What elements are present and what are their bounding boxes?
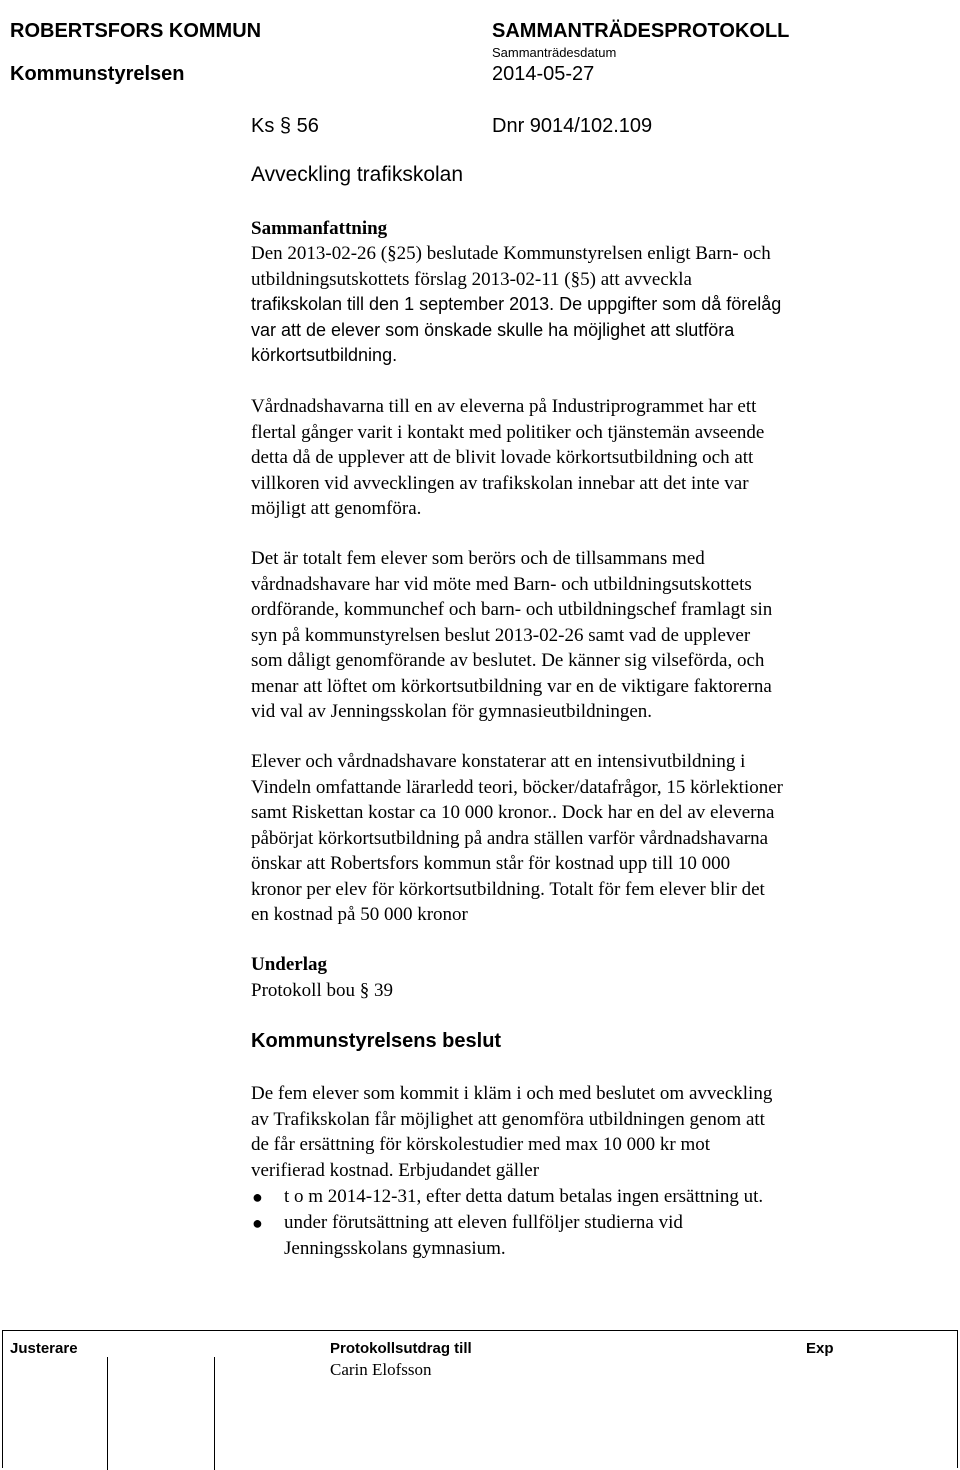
protocol-extract-recipient: Carin Elofsson [330, 1360, 432, 1379]
decision-line: av Trafikskolan får möjlighet att genomföra utbildningen genom att [251, 1108, 765, 1130]
decision-line: De fem elever som kommit i kläm i och med beslutet om avveckling [251, 1083, 773, 1104]
paragraph-line: påbörjat körkortsutbildning på andra ställen varför vårdnadshavarna [251, 827, 769, 849]
decision-conditions-list [251, 1184, 763, 1262]
underlag-text: Protokoll bou § 39 [251, 980, 393, 1001]
paragraph-line: ordförande, kommunchef och barn- och utbildningschef framlagt sin [251, 599, 773, 620]
justerare-label: Justerare [10, 1340, 78, 1357]
decision-line: verifierad kostnad. Erbjudandet gäller [251, 1159, 540, 1181]
board-name: Kommunstyrelsen [10, 63, 185, 85]
document-type: SAMMANTRÄDESPROTOKOLL [492, 20, 790, 42]
bullet-icon: ● [252, 1187, 263, 1207]
list-item-line: Jenningsskolans gymnasium. [284, 1238, 506, 1259]
paragraph-line: som dåligt genomförande av beslutet. De känner sig vilseförda, och [251, 650, 765, 671]
body-paragraph-students [251, 546, 772, 725]
paragraph-line: vid val av Jenningsskolan för gymnasieutbildningen. [251, 701, 653, 722]
list-item-line: t o m 2014-12-31, efter detta datum betalas ingen ersättning ut. [284, 1186, 764, 1207]
body-paragraph-guardians [251, 394, 764, 522]
diary-number: Dnr 9014/102.109 [492, 115, 653, 137]
paragraph-line: Det är totalt fem elever som berörs och de tillsammans med [251, 548, 705, 569]
paragraph-line: flertal gånger varit i kontakt med politiker och tjänstemän avseende [251, 421, 765, 443]
paragraph-line: möjligt att genomföra. [251, 498, 422, 519]
paragraph-line: Vindeln omfattande lärarledd teori, böcker/datafrågor, 15 körlektioner [251, 776, 783, 798]
paragraph-line: detta då de upplever att de blivit lovade körkortsutbildning och att [251, 447, 754, 468]
exp-label: Exp [806, 1340, 834, 1357]
decision-line: de får ersättning för körskolestudier med max 10 000 kr mot [251, 1134, 711, 1155]
bullet-icon: ● [252, 1213, 263, 1233]
signature-divider [107, 1357, 108, 1470]
summary-line: utbildningsutskottets förslag 2013-02-11 (§5) att avveckla [251, 268, 692, 290]
paragraph-line: samt Riskettan kostar ca 10 000 kronor.. Dock har en del av eleverna [251, 802, 775, 823]
paragraph-line: villkoren vid avvecklingen av trafikskolan innebar att det inte var [251, 472, 749, 494]
signature-divider [214, 1357, 215, 1470]
summary-heading: Sammanfattning [251, 218, 388, 239]
paragraph-line: kronor per elev för körkortsutbildning. Totalt för fem elever blir det [251, 878, 765, 900]
decision-heading: Kommunstyrelsens beslut [251, 1030, 502, 1052]
underlag-heading: Underlag [251, 954, 327, 975]
summary-line: var att de elever som önskade skulle ha möjlighet att slutföra [251, 319, 735, 340]
summary-line: trafikskolan till den 1 september 2013. De uppgifter som då förelåg [251, 294, 782, 314]
meeting-date: 2014-05-27 [492, 63, 595, 85]
paragraph-line: en kostnad på 50 000 kronor [251, 904, 468, 925]
list-item [251, 1210, 763, 1262]
summary-line: Den 2013-02-26 (§25) beslutade Kommunstyrelsen enligt Barn- och [251, 243, 771, 264]
paragraph-line: önskar att Robertsfors kommun står för kostnad upp till 10 000 [251, 853, 731, 874]
body-paragraph-costs [251, 749, 783, 928]
case-number: Ks § 56 [251, 115, 319, 137]
municipality-name: ROBERTSFORS KOMMUN [10, 20, 262, 42]
paragraph-line: Vårdnadshavarna till en av eleverna på Industriprogrammet har ett [251, 396, 757, 417]
paragraph-line: menar att löftet om körkortsutbildning var en de viktigare faktorerna [251, 675, 772, 697]
meeting-date-label: Sammanträdesdatum [492, 45, 617, 60]
summary-line: körkortsutbildning. [251, 345, 398, 365]
protocol-extract-label: Protokollsutdrag till [330, 1340, 472, 1357]
paragraph-line: vårdnadshavare har vid möte med Barn- och utbildningsutskottets [251, 573, 752, 595]
decision-text [251, 1081, 772, 1183]
summary-text [251, 241, 781, 369]
list-item-line: under förutsättning att eleven fullföljer studierna vid [284, 1212, 683, 1233]
list-item [251, 1184, 763, 1210]
paragraph-line: syn på kommunstyrelsen beslut 2013-02-26 samt vad de upplever [251, 624, 751, 646]
paragraph-line: Elever och vårdnadshavare konstaterar att en intensivutbildning i [251, 751, 746, 772]
case-title: Avveckling trafikskolan [251, 163, 464, 186]
